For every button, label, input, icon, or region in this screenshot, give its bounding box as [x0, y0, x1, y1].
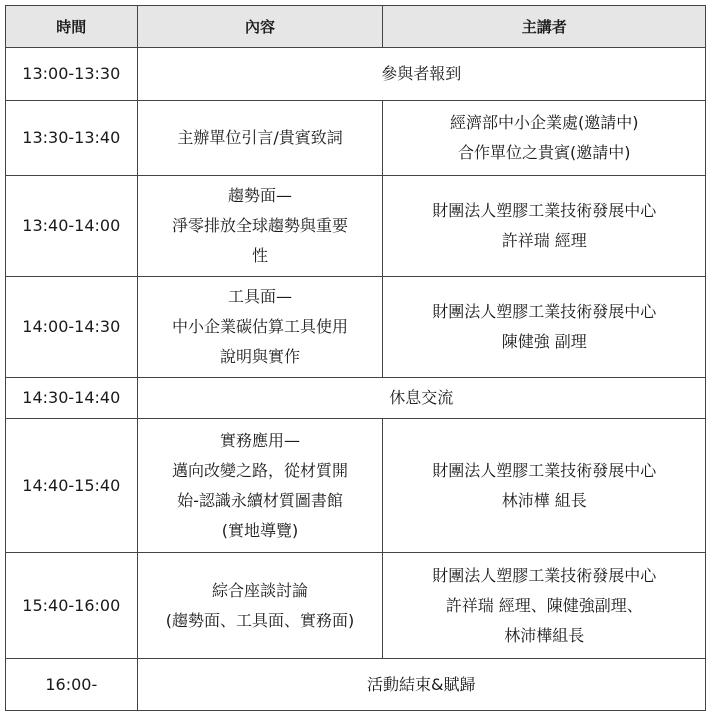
time-cell: 14:30-14:40 [6, 378, 138, 419]
merged-cell: 活動結束&賦歸 [137, 659, 705, 711]
content-line: 實務應用— [220, 430, 301, 450]
speaker-cell [383, 553, 706, 659]
speaker-line: 財團法人塑膠工業技術發展中心 [432, 302, 657, 321]
agenda-row [6, 659, 706, 711]
agenda-row [6, 277, 706, 378]
content-cell [137, 176, 383, 277]
content-line: 淨零排放全球趨勢與重要 [172, 216, 349, 235]
agenda-row [6, 419, 706, 553]
speaker-line: 財團法人塑膠工業技術發展中心 [432, 460, 657, 480]
time-cell: 16:00- [6, 659, 138, 711]
content-line: 邁向改變之路，從材質開 [172, 460, 349, 480]
speaker-line: 許祥瑞 經理 [501, 231, 587, 250]
content-line: (實地導覽) [221, 520, 299, 540]
speaker-line: 財團法人塑膠工業技術發展中心 [432, 565, 657, 585]
agenda-body [6, 48, 706, 711]
content-cell [137, 277, 383, 378]
merged-cell: 休息交流 [137, 378, 705, 419]
speaker-cell [383, 419, 706, 553]
content-line: 說明與實作 [220, 347, 301, 366]
header-row [6, 6, 706, 48]
time-cell: 13:40-14:00 [6, 176, 138, 277]
content-cell [137, 553, 383, 659]
speaker-line: 林沛樺組長 [504, 625, 585, 645]
content-cell [137, 419, 383, 553]
speaker-line: 經濟部中小企業處(邀請中) [449, 113, 639, 132]
content-line: 主辦單位引言/貴賓致詞 [177, 128, 343, 147]
header-content: 內容 [137, 6, 383, 48]
header-speaker: 主講者 [383, 6, 706, 48]
agenda-row [6, 101, 706, 176]
speaker-cell [383, 176, 706, 277]
speaker-cell [383, 101, 706, 176]
agenda-table [5, 5, 706, 711]
content-line: 中小企業碳估算工具使用 [172, 317, 349, 336]
time-cell: 14:00-14:30 [6, 277, 138, 378]
speaker-line: 財團法人塑膠工業技術發展中心 [432, 201, 657, 220]
content-line: 趨勢面— [228, 186, 293, 205]
merged-cell: 參與者報到 [137, 48, 705, 101]
content-line: 性 [252, 246, 269, 265]
speaker-line: 合作單位之貴賓(邀請中) [457, 143, 631, 162]
time-cell: 14:40-15:40 [6, 419, 138, 553]
content-cell [137, 101, 383, 176]
content-line: 綜合座談討論 [212, 580, 309, 600]
content-line: 始-認識永續材質圖書館 [177, 490, 343, 510]
header-time: 時間 [6, 6, 138, 48]
content-line: (趨勢面、工具面、實務面) [165, 610, 355, 630]
time-cell: 15:40-16:00 [6, 553, 138, 659]
agenda-row [6, 378, 706, 419]
agenda-row [6, 553, 706, 659]
agenda-row [6, 48, 706, 101]
time-cell: 13:30-13:40 [6, 101, 138, 176]
speaker-line: 許祥瑞 經理、陳健強副理、 [445, 595, 643, 615]
speaker-line: 林沛樺 組長 [501, 490, 587, 510]
time-cell: 13:00-13:30 [6, 48, 138, 101]
speaker-cell [383, 277, 706, 378]
content-line: 工具面— [228, 287, 293, 306]
speaker-line: 陳健強 副理 [501, 332, 587, 351]
agenda-row [6, 176, 706, 277]
